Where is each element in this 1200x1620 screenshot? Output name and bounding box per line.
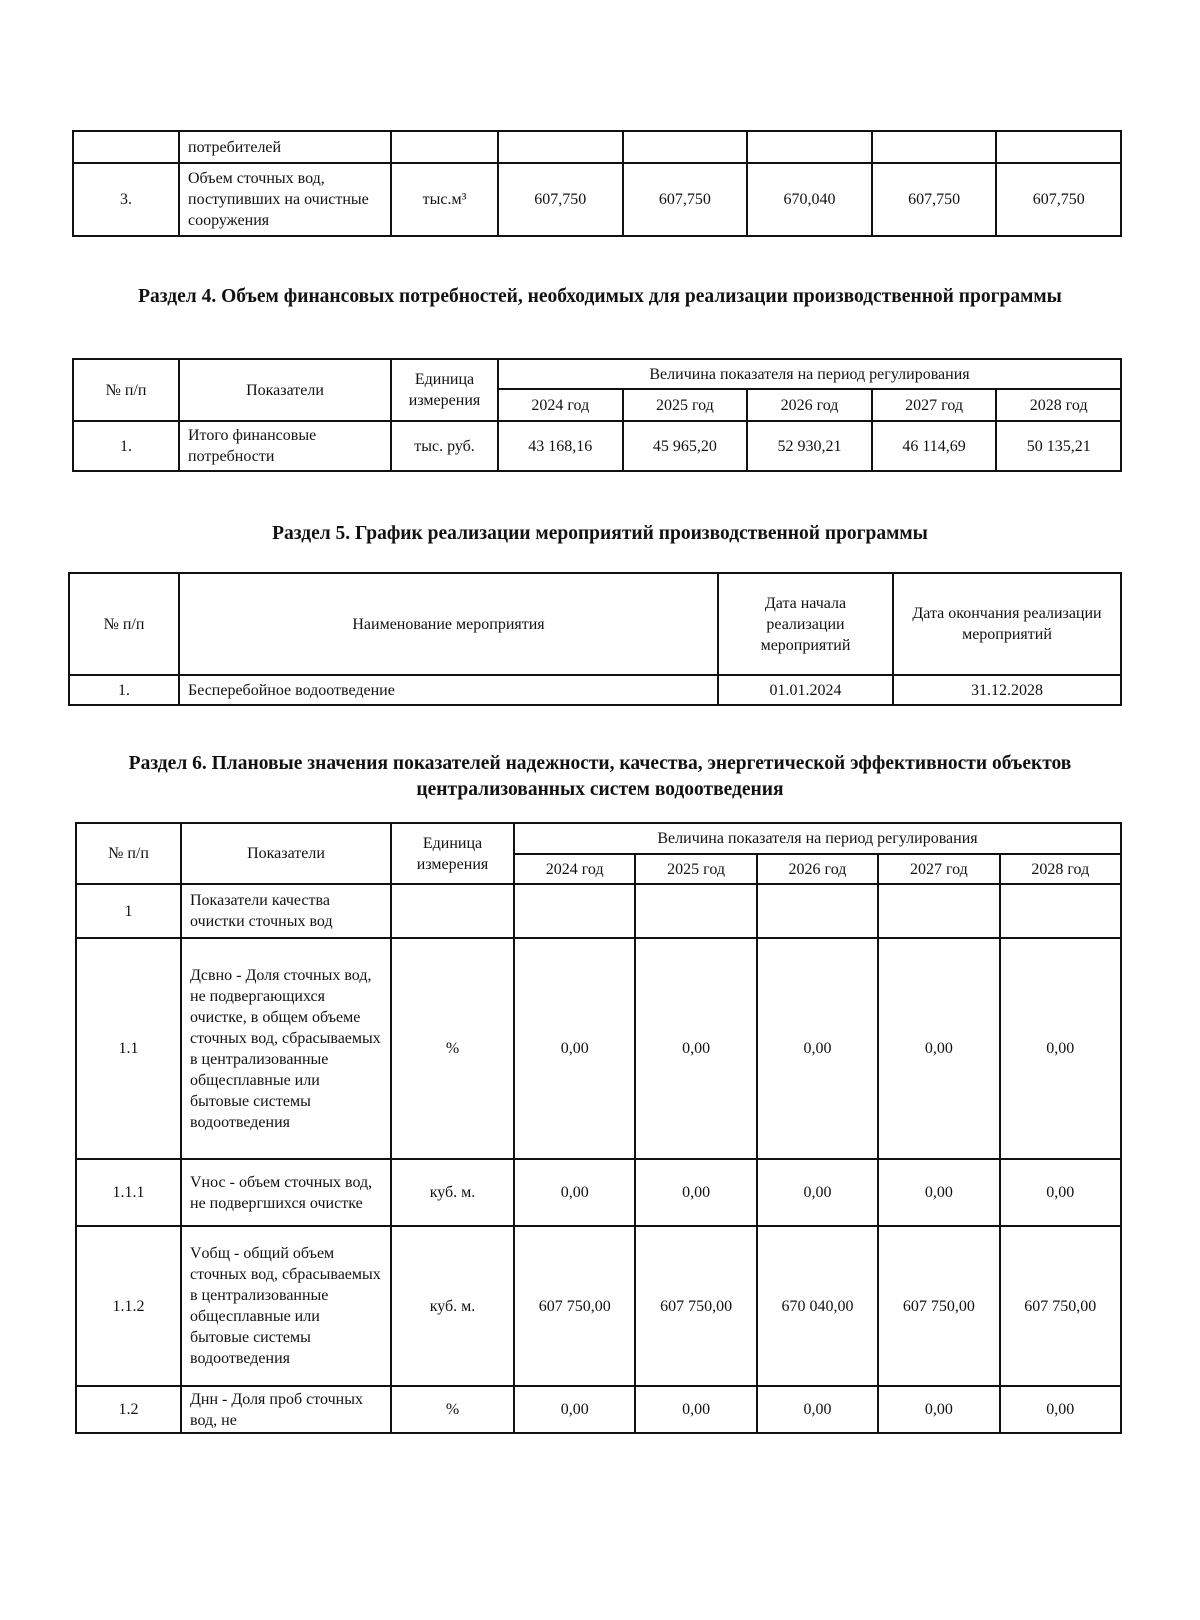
header-name: Показатели <box>179 359 391 421</box>
header-num: № п/п <box>76 823 181 884</box>
table-section5 <box>68 572 1122 706</box>
header-year: 2024 год <box>514 854 635 884</box>
header-unit: Единица измерения <box>391 359 498 421</box>
table-row <box>76 823 1121 854</box>
header-year: 2027 год <box>872 389 997 421</box>
value-cell: 0,00 <box>757 1386 878 1433</box>
unit: куб. м. <box>391 1226 514 1386</box>
header-year: 2028 год <box>1000 854 1121 884</box>
indicator-name: Объем сточных вод, поступивших на очистные сооружения <box>179 163 391 236</box>
section6-title: Раздел 6. Плановые значения показателей надежности, качества, энергетической эффективности объектов централизованных систем водоотведения <box>128 753 1072 800</box>
table-row <box>73 163 1121 236</box>
header-year: 2025 год <box>635 854 756 884</box>
table-row <box>69 573 1121 675</box>
indicator-name: Vобщ - общий объем сточных вод, сбрасываемых в централизованные общесплавные или бытовые системы водоотведения <box>181 1226 391 1386</box>
value-cell: 0,00 <box>757 1159 878 1226</box>
table-body <box>76 823 1121 1433</box>
value-cell: 607,750 <box>623 163 748 236</box>
row-number: 1 <box>76 884 181 938</box>
row-number: 1.1.1 <box>76 1159 181 1226</box>
row-number: 1.1 <box>76 938 181 1159</box>
value-cell: 607 750,00 <box>878 1226 999 1386</box>
unit: % <box>391 1386 514 1433</box>
indicator-name: Итого финансовые потребности <box>179 421 391 471</box>
value-cell: 50 135,21 <box>996 421 1121 471</box>
value-cell: 0,00 <box>878 1386 999 1433</box>
row-number: 1.1.2 <box>76 1226 181 1386</box>
header-year: 2028 год <box>996 389 1121 421</box>
indicator-name: Днн - Доля проб сточных вод, не <box>181 1386 391 1433</box>
header-num: № п/п <box>69 573 179 675</box>
value-cell: 0,00 <box>635 1159 756 1226</box>
header-start: Дата начала реализации мероприятий <box>718 573 893 675</box>
table-section3-continued <box>72 130 1122 237</box>
table-row <box>76 884 1121 938</box>
start-date: 01.01.2024 <box>718 675 893 705</box>
value-cell <box>623 131 748 163</box>
header-year: 2025 год <box>623 389 748 421</box>
table-row <box>73 131 1121 163</box>
unit <box>391 131 498 163</box>
table-row <box>69 675 1121 705</box>
table-row <box>76 1159 1121 1226</box>
value-cell: 670 040,00 <box>757 1226 878 1386</box>
value-cell: 607,750 <box>872 163 997 236</box>
value-cell <box>514 884 635 938</box>
row-number: 1.2 <box>76 1386 181 1433</box>
header-year: 2027 год <box>878 854 999 884</box>
value-cell: 0,00 <box>514 1386 635 1433</box>
table-section4 <box>72 358 1122 472</box>
unit: куб. м. <box>391 1159 514 1226</box>
value-cell: 670,040 <box>747 163 872 236</box>
table-row <box>73 421 1121 471</box>
table-body <box>73 359 1121 471</box>
indicator-name: Vнос - объем сточных вод, не подвергшихся очистке <box>181 1159 391 1226</box>
section4-title: Раздел 4. Объем финансовых потребностей, необходимых для реализации производственной программы <box>138 286 1062 307</box>
header-year: 2026 год <box>747 389 872 421</box>
row-number: 1. <box>69 675 179 705</box>
table-row <box>76 1226 1121 1386</box>
value-cell: 0,00 <box>1000 938 1121 1159</box>
value-cell <box>747 131 872 163</box>
value-cell: 45 965,20 <box>623 421 748 471</box>
value-cell <box>996 131 1121 163</box>
table-row <box>76 938 1121 1159</box>
value-cell: 0,00 <box>878 938 999 1159</box>
header-unit: Единица измерения <box>391 823 514 884</box>
value-cell: 0,00 <box>514 938 635 1159</box>
value-cell: 607 750,00 <box>514 1226 635 1386</box>
value-cell <box>635 884 756 938</box>
value-cell: 0,00 <box>635 938 756 1159</box>
table-body <box>69 573 1121 705</box>
row-number <box>73 131 179 163</box>
row-number: 1. <box>73 421 179 471</box>
header-year: 2026 год <box>757 854 878 884</box>
value-cell: 0,00 <box>878 1159 999 1226</box>
value-cell: 0,00 <box>1000 1159 1121 1226</box>
header-period: Величина показателя на период регулирования <box>498 359 1121 389</box>
end-date: 31.12.2028 <box>893 675 1121 705</box>
row-number: 3. <box>73 163 179 236</box>
header-period: Величина показателя на период регулирования <box>514 823 1121 854</box>
value-cell: 0,00 <box>635 1386 756 1433</box>
value-cell <box>1000 884 1121 938</box>
value-cell: 43 168,16 <box>498 421 623 471</box>
indicator-name: Показатели качества очистки сточных вод <box>181 884 391 938</box>
value-cell: 0,00 <box>514 1159 635 1226</box>
table-section6 <box>75 822 1122 1434</box>
table-row <box>73 359 1121 389</box>
value-cell: 607,750 <box>498 163 623 236</box>
indicator-name: потребителей <box>179 131 391 163</box>
header-name: Наименование мероприятия <box>179 573 718 675</box>
unit: % <box>391 938 514 1159</box>
table-body <box>73 131 1121 236</box>
value-cell <box>878 884 999 938</box>
value-cell: 0,00 <box>757 938 878 1159</box>
value-cell: 607,750 <box>996 163 1121 236</box>
value-cell: 52 930,21 <box>747 421 872 471</box>
value-cell: 46 114,69 <box>872 421 997 471</box>
header-year: 2024 год <box>498 389 623 421</box>
value-cell: 0,00 <box>1000 1386 1121 1433</box>
unit <box>391 884 514 938</box>
table-row <box>76 1386 1121 1433</box>
header-name: Показатели <box>181 823 391 884</box>
unit: тыс. руб. <box>391 421 498 471</box>
header-end: Дата окончания реализации мероприятий <box>893 573 1121 675</box>
header-num: № п/п <box>73 359 179 421</box>
unit: тыс.м³ <box>391 163 498 236</box>
value-cell: 607 750,00 <box>635 1226 756 1386</box>
indicator-name: Дсвно - Доля сточных вод, не подвергающихся очистке, в общем объеме сточных вод, сбрасываемых в централизованные общесплавные или бытовые системы водоотведения <box>181 938 391 1159</box>
value-cell <box>757 884 878 938</box>
value-cell <box>872 131 997 163</box>
section5-title: Раздел 5. График реализации мероприятий производственной программы <box>272 523 928 544</box>
value-cell: 607 750,00 <box>1000 1226 1121 1386</box>
value-cell <box>498 131 623 163</box>
event-name: Бесперебойное водоотведение <box>179 675 718 705</box>
